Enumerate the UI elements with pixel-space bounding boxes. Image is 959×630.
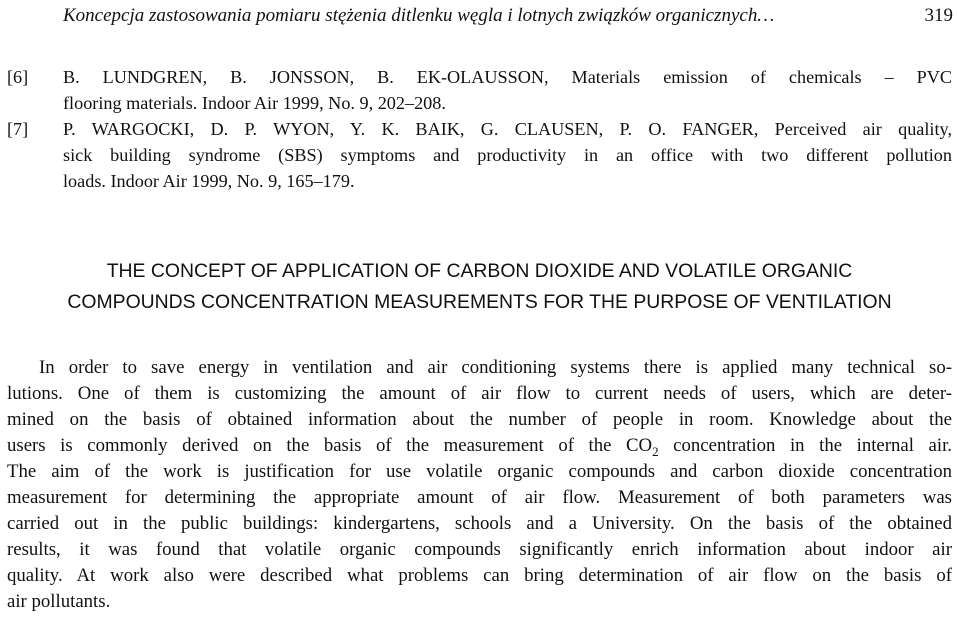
abstract-line: mined on the basis of obtained information about the number of people in room. Knowledge about the bbox=[7, 409, 952, 430]
abstract-line: The aim of the work is justification for use volatile organic compounds and carbon dioxide concentration bbox=[7, 461, 952, 482]
reference-item bbox=[7, 116, 952, 194]
running-title: Koncepcja zastosowania pomiaru stężenia ditlenku węgla i lotnych związków organicznych… bbox=[63, 5, 775, 26]
reference-list bbox=[7, 64, 952, 194]
abstract-line: results, it was found that volatile organic compounds significantly enrich information about indoor air bbox=[7, 539, 952, 560]
reference-number: [6] bbox=[7, 67, 29, 87]
reference-text-line: flooring materials. Indoor Air 1999, No. 9, 202–208. bbox=[63, 93, 446, 113]
title-line-1: THE CONCEPT OF APPLICATION OF CARBON DIOXIDE AND VOLATILE ORGANIC bbox=[106, 260, 853, 282]
abstract-text-segment: users is commonly derived on the basis of the measurement of the CO bbox=[7, 435, 653, 456]
abstract-line bbox=[7, 433, 952, 459]
reference-text-line: B. LUNDGREN, B. JONSSON, B. EK-OLAUSSON, Materials emission of chemicals – PVC bbox=[63, 67, 952, 87]
abstract-line: measurement for determining the appropriate amount of air flow. Measurement of both parameters was bbox=[7, 487, 952, 508]
running-header bbox=[63, 0, 953, 28]
title-line-2: COMPOUNDS CONCENTRATION MEASUREMENTS FOR THE PURPOSE OF VENTILATION bbox=[67, 291, 892, 313]
reference-text-line: loads. Indoor Air 1999, No. 9, 165–179. bbox=[63, 171, 355, 191]
abstract-line: air pollutants. bbox=[7, 591, 111, 612]
abstract-line: In order to save energy in ventilation and air conditioning systems there is applied many technical so- bbox=[39, 357, 952, 378]
reference-number: [7] bbox=[7, 119, 29, 139]
abstract-line: quality. At work also were described what problems can bring determination of air flow on the basis of bbox=[7, 565, 952, 586]
abstract-line: lutions. One of them is customizing the amount of air flow to current needs of users, which are deter- bbox=[7, 383, 952, 404]
abstract-text-segment: concentration in the internal air. bbox=[658, 435, 952, 456]
abstract bbox=[7, 355, 952, 615]
abstract-line: carried out in the public buildings: kindergartens, schools and a University. On the basis of the obtained bbox=[7, 513, 952, 534]
article-title bbox=[0, 256, 959, 318]
page-number: 319 bbox=[924, 5, 953, 26]
co2-subscript: 2 bbox=[652, 443, 659, 459]
reference-text-line: sick building syndrome (SBS) symptoms and productivity in an office with two different pollution bbox=[63, 145, 952, 165]
reference-item bbox=[7, 64, 952, 116]
reference-text-line: P. WARGOCKI, D. P. WYON, Y. K. BAIK, G. CLAUSEN, P. O. FANGER, Perceived air quality, bbox=[63, 119, 952, 139]
